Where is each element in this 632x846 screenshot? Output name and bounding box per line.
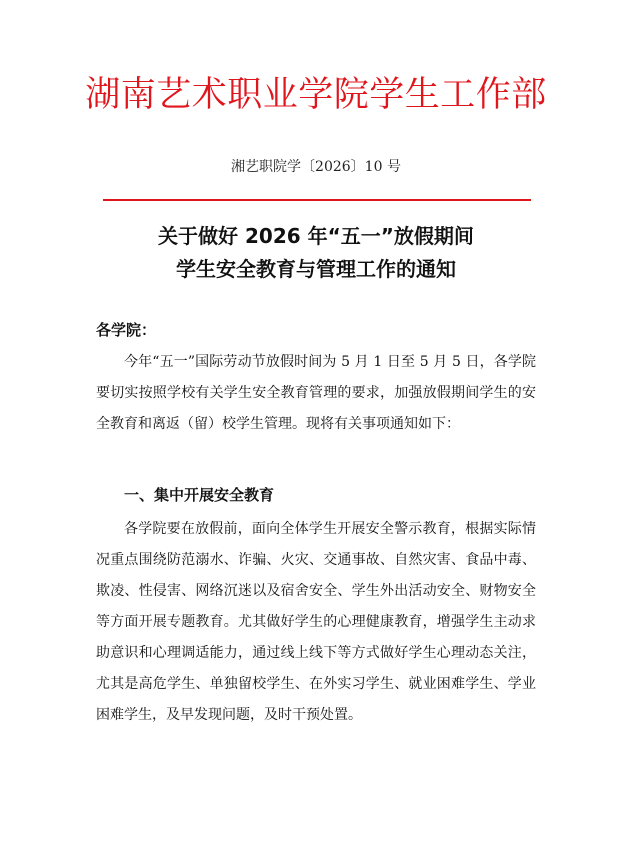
- notice-title-line-2: 学生安全教育与管理工作的通知: [176, 257, 456, 281]
- salutation: 各学院：: [96, 321, 157, 339]
- intro-paragraph: 今年“五一”国际劳动节放假时间为 5 月 1 日至 5 月 5 日，各学院要切实按照学校有关学生安全教育管理的要求，加强放假期间学生的安全教育和离返（留）校学生管理。现将有关事项通知如下：: [96, 354, 536, 432]
- notice-title-line-1: 关于做好 2026 年“五一”放假期间: [158, 224, 474, 248]
- section-body-1: 各学院要在放假前，面向全体学生开展安全警示教育，根据实际情况重点围绕防范溺水、诈骗、火灾、交通事故、自然灾害、食品中毒、欺凌、性侵害、网络沉迷以及宿舍安全、学生外出活动安全、财物安全等方面开展专题教育。尤其做好学生的心理健康教育，增强学生主动求助意识和心理调适能力，通过线上线下等方式做好学生心理动态关注，尤其是高危学生、单独留校学生、在外实习学生、就业困难学生、学业困难学生，及早发现问题，及时干预处置。: [96, 521, 536, 723]
- organization-header: 湖南艺术职业学院学生工作部: [85, 75, 547, 115]
- document-number: 湘艺职院学〔2026〕10 号: [231, 159, 401, 175]
- section-heading-1: 一、集中开展安全教育: [124, 486, 275, 504]
- red-divider-line: [103, 199, 531, 201]
